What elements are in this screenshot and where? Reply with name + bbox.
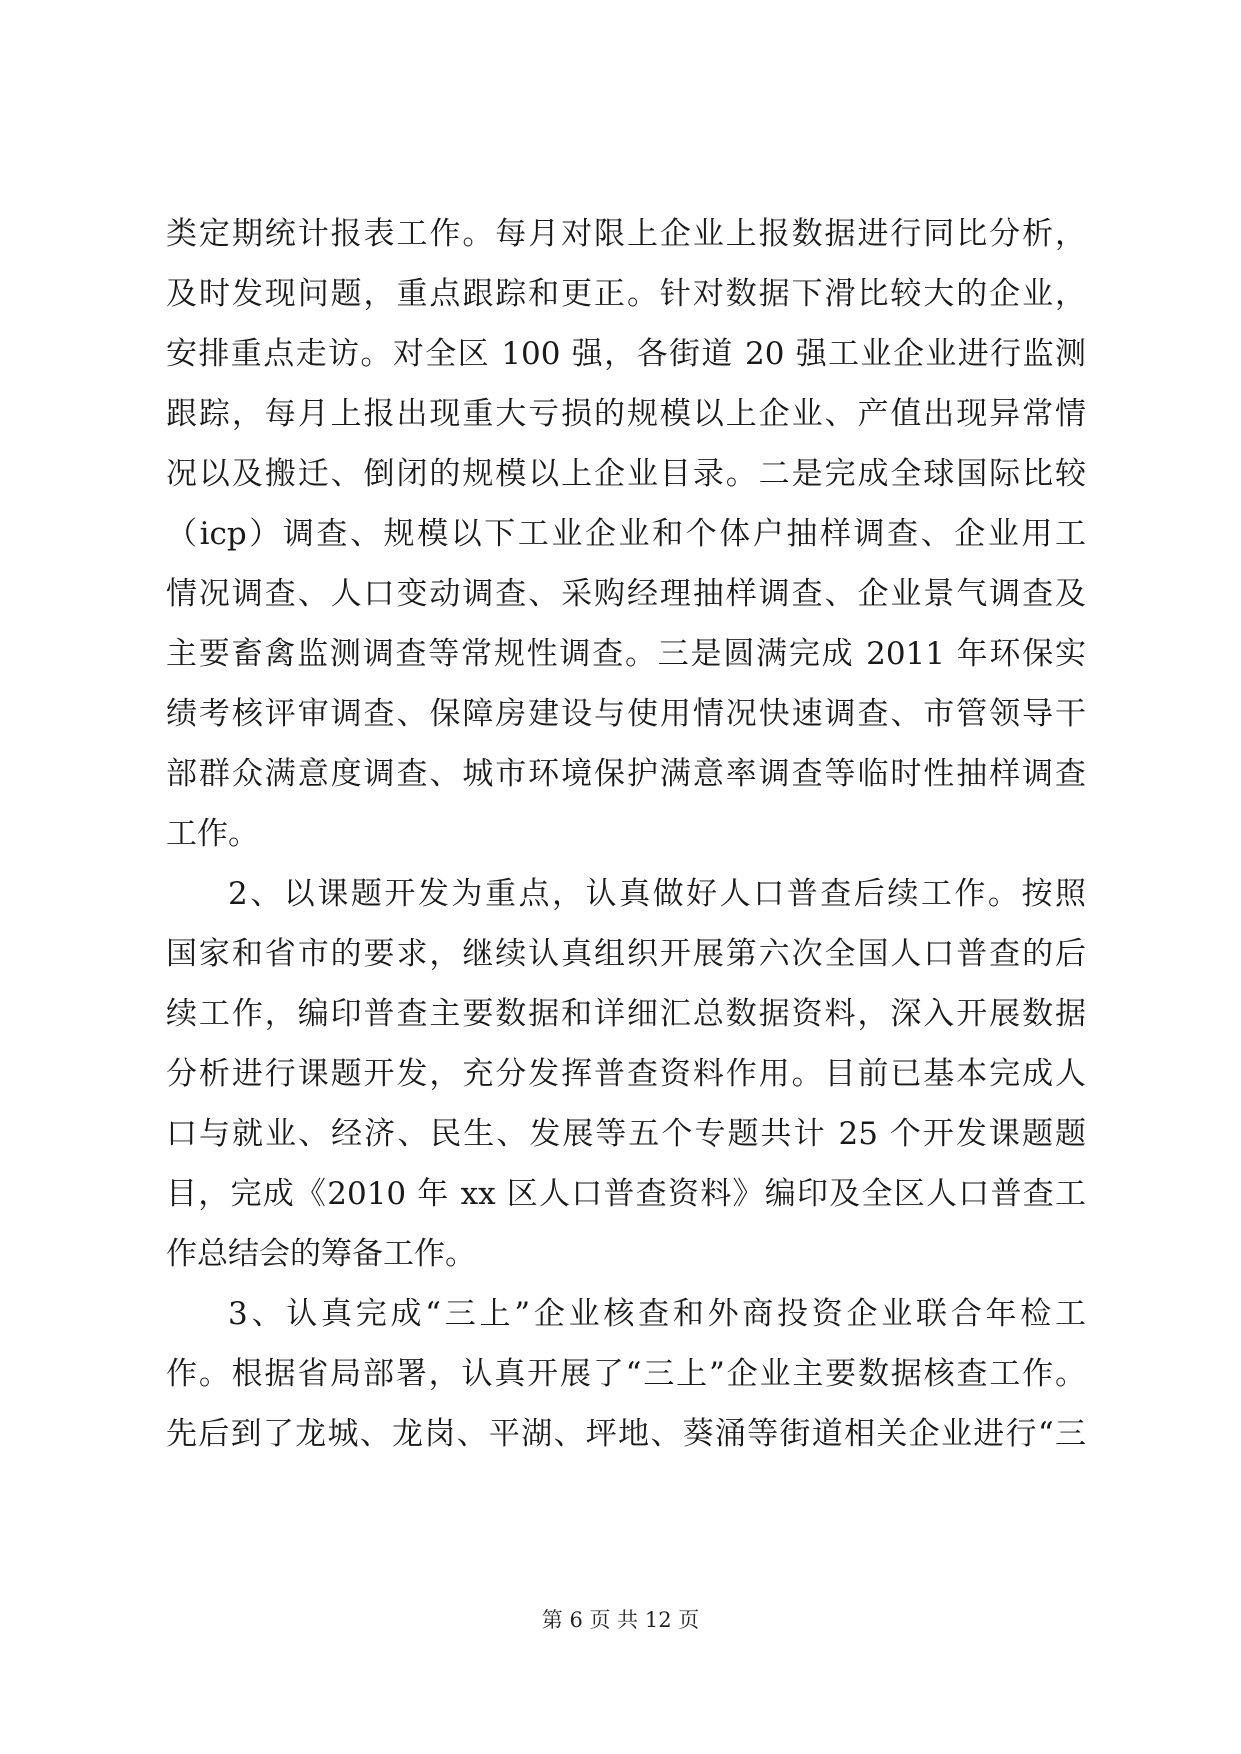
body-line: 部群众满意度调查、城市环境保护满意率调查等临时性抽样调查 bbox=[166, 756, 1086, 792]
body-line: 绩考核评审调查、保障房建设与使用情况快速调查、市管领导干 bbox=[166, 696, 1086, 732]
body-line: 口与就业、经济、民生、发展等五个专题共计 25 个开发课题题 bbox=[166, 1116, 1086, 1152]
body-line: 先后到了龙城、龙岗、平湖、坪地、葵涌等街道相关企业进行“三 bbox=[166, 1416, 1086, 1452]
body-line: 作。根据省局部署，认真开展了“三上”企业主要数据核查工作。 bbox=[166, 1356, 1086, 1392]
body-line: 作总结会的筹备工作。 bbox=[166, 1236, 476, 1272]
body-line: 续工作，编印普查主要数据和详细汇总数据资料，深入开展数据 bbox=[166, 996, 1086, 1032]
body-line: 情况调查、人口变动调查、采购经理抽样调查、企业景气调查及 bbox=[166, 576, 1086, 612]
body-line: 目，完成《2010 年 xx 区人口普查资料》编印及全区人口普查工 bbox=[166, 1176, 1086, 1212]
body-line: 主要畜禽监测调查等常规性调查。三是圆满完成 2011 年环保实 bbox=[166, 636, 1086, 672]
body-line: 类定期统计报表工作。每月对限上企业上报数据进行同比分析， bbox=[166, 216, 1086, 252]
body-line: （icp）调查、规模以下工业企业和个体户抽样调查、企业用工 bbox=[166, 516, 1086, 552]
page-number-footer: 第 6 页 共 12 页 bbox=[541, 1608, 700, 1632]
body-line: 国家和省市的要求，继续认真组织开展第六次全国人口普查的后 bbox=[166, 936, 1086, 972]
paragraph-2-first-line: 2、以课题开发为重点，认真做好人口普查后续工作。按照 bbox=[228, 876, 1086, 912]
body-line: 况以及搬迁、倒闭的规模以上企业目录。二是完成全球国际比较 bbox=[166, 456, 1086, 492]
body-line: 工作。 bbox=[166, 816, 259, 852]
paragraph-3-first-line: 3、认真完成“三上”企业核查和外商投资企业联合年检工 bbox=[228, 1296, 1086, 1332]
body-line: 分析进行课题开发，充分发挥普查资料作用。目前已基本完成人 bbox=[166, 1056, 1086, 1092]
body-line: 跟踪，每月上报出现重大亏损的规模以上企业、产值出现异常情 bbox=[166, 396, 1086, 432]
body-line: 及时发现问题，重点跟踪和更正。针对数据下滑比较大的企业， bbox=[166, 276, 1086, 312]
body-line: 安排重点走访。对全区 100 强，各街道 20 强工业企业进行监测 bbox=[166, 336, 1086, 372]
